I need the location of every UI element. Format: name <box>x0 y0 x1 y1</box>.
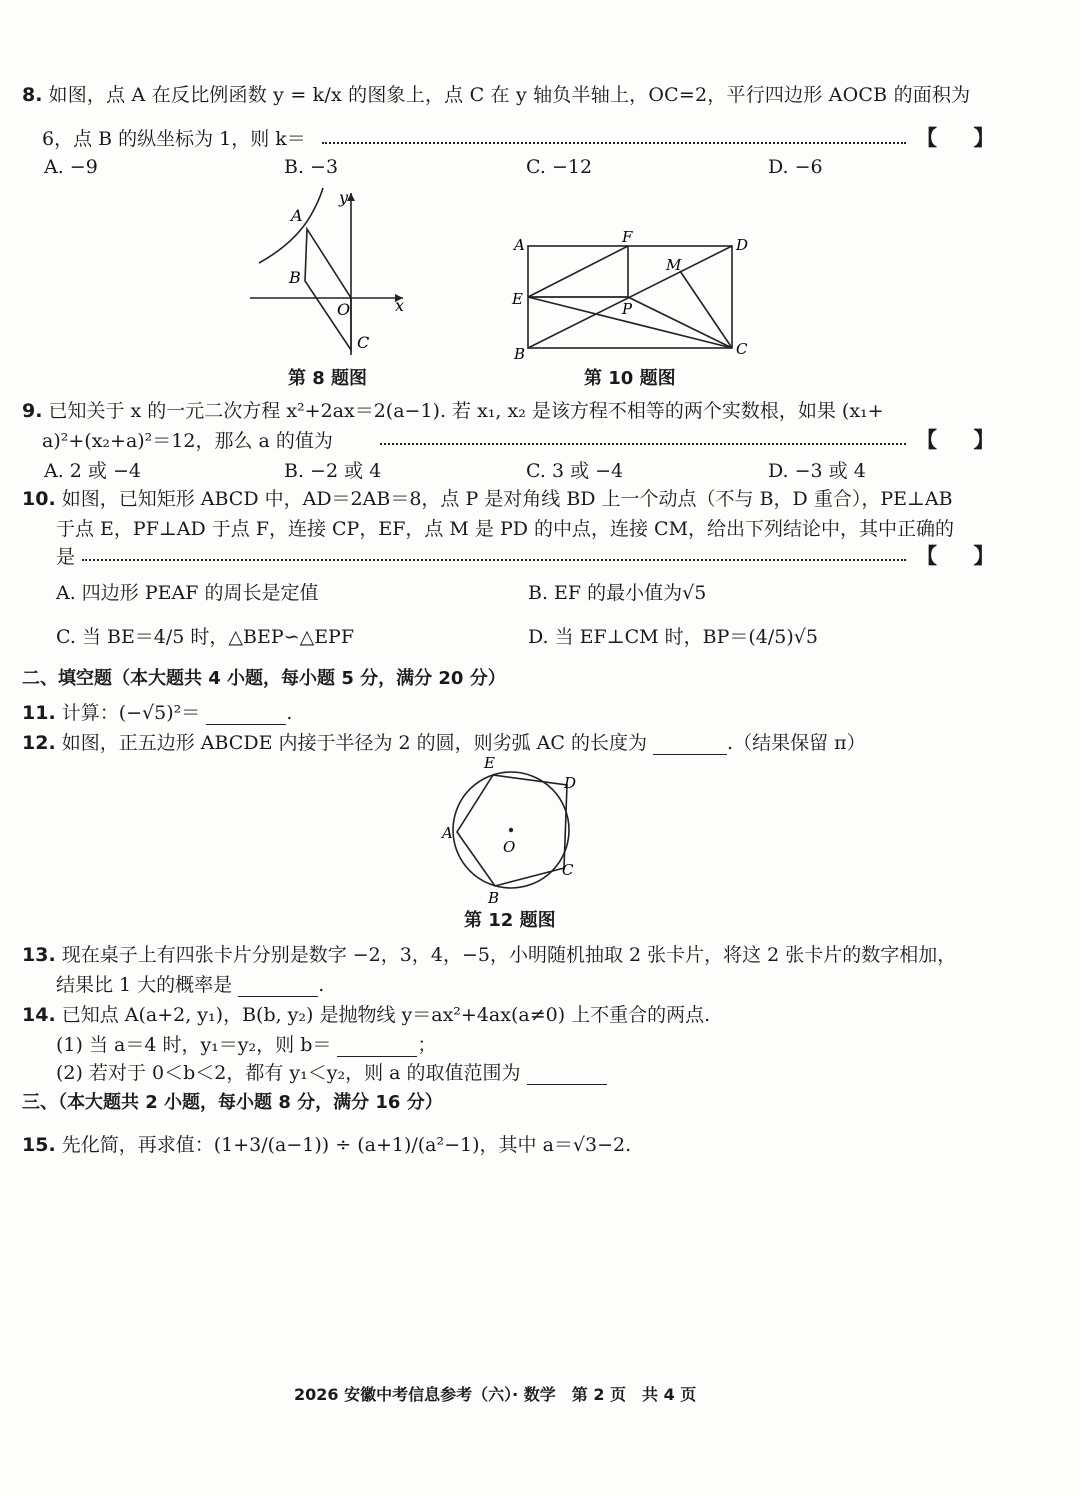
q8-line2: 6，点 B 的纵坐标为 1，则 k＝ <box>42 128 306 150</box>
q10-option-c[interactable]: C. 当 BE＝4/5 时，△BEP∽△EPF <box>56 626 355 648</box>
q15: 15. 先化简，再求值：(1+3/(a−1)) ÷ (a+1)/(a²−1)，其中 a＝√3−2. <box>22 1134 632 1156</box>
q9-option-c[interactable]: C. 3 或 −4 <box>526 460 624 482</box>
q12-figure-caption: 第 12 题图 <box>464 910 556 931</box>
q9-answer-bracket[interactable]: 【 】 <box>916 427 995 452</box>
q8-option-c[interactable]: C. −12 <box>526 156 593 178</box>
q11-text: 计算：(−√5)²＝ <box>61 702 201 724</box>
q14-sub2-answer-blank[interactable] <box>527 1062 607 1085</box>
q10-label-b: B <box>514 345 526 362</box>
q10-label-m: M <box>666 256 682 274</box>
q10-option-a[interactable]: A. 四边形 PEAF 的周长是定值 <box>56 582 319 604</box>
q10-answer-bracket[interactable]: 【 】 <box>916 543 995 568</box>
q12-label-a: A <box>442 824 453 842</box>
q13-answer-blank[interactable] <box>238 974 318 997</box>
q8-label-c: C <box>357 333 370 352</box>
q8-hyperbola <box>259 188 323 263</box>
q12-label-e: E <box>484 754 495 772</box>
section-3-heading: 三、（本大题共 2 小题，每小题 8 分，满分 16 分） <box>22 1092 443 1113</box>
q9-option-a[interactable]: A. 2 或 −4 <box>44 460 141 482</box>
q13-text-line1: 现在桌子上有四张卡片分别是数字 −2，3，4，−5，小明随机抽取 2 张卡片，将这 2 张卡片的数字相加， <box>61 944 957 966</box>
q12-label-c: C <box>562 861 574 879</box>
q14-sub2: (2) 若对于 0＜b＜2，都有 y₁＜y₂，则 a 的取值范围为 <box>56 1058 607 1085</box>
q8-label-y: y <box>339 188 349 207</box>
q9-line1: 9. 已知关于 x 的一元二次方程 x²+2ax＝2(a−1). 若 x₁, x₂ 是该方程不相等的两个实数根，如果 (x₁+ <box>22 400 884 422</box>
q8-label-x: x <box>395 296 405 315</box>
q12-figure <box>436 750 586 908</box>
q14-text-line1: 已知点 A(a+2, y₁)，B(b, y₂) 是抛物线 y＝ax²+4ax(a≠0) 上不重合的两点. <box>61 1004 711 1026</box>
q10-line1: 10. 如图，已知矩形 ABCD 中，AD＝2AB＝8，点 P 是对角线 BD 上一个动点（不与 B，D 重合），PE⊥AB <box>22 488 953 510</box>
q10-label-f: F <box>622 228 633 246</box>
q8-label-a: A <box>291 206 303 225</box>
q11: 11. 计算：(−√5)²＝ . <box>22 702 293 724</box>
q10-segment-ef <box>528 246 628 297</box>
q12-answer-blank[interactable] <box>653 732 727 755</box>
q10-label-a: A <box>514 236 525 254</box>
q14-line1: 14. 已知点 A(a+2, y₁)，B(b, y₂) 是抛物线 y＝ax²+4ax(a≠0) 上不重合的两点. <box>22 1004 711 1026</box>
q10-figure <box>508 226 760 362</box>
q12-text: 如图，正五边形 ABCDE 内接于半径为 2 的圆，则劣弧 AC 的长度为 <box>61 732 647 754</box>
q12-center-dot <box>509 828 513 832</box>
q8-figure-caption: 第 8 题图 <box>288 368 368 389</box>
q8-answer-bracket[interactable]: 【 】 <box>916 125 995 150</box>
q10-option-d[interactable]: D. 当 EF⊥CM 时，BP＝(4/5)√5 <box>528 626 818 648</box>
q15-text: 先化简，再求值：(1+3/(a−1)) ÷ (a+1)/(a²−1)，其中 a＝√3−2. <box>61 1134 632 1156</box>
q8-label-o: O <box>337 300 351 319</box>
q9-line2: a)²+(x₂+a)²＝12，那么 a 的值为 <box>42 430 333 452</box>
q10-segment-cp <box>628 297 732 348</box>
q13-line1: 13. 现在桌子上有四张卡片分别是数字 −2，3，4，−5，小明随机抽取 2 张卡片，将这 2 张卡片的数字相加， <box>22 944 957 966</box>
q9-option-d[interactable]: D. −3 或 4 <box>768 460 866 482</box>
q10-dot-leader <box>82 559 906 561</box>
q9-dot-leader <box>380 443 906 445</box>
q9-option-b[interactable]: B. −2 或 4 <box>284 460 382 482</box>
q8-line1: 8. 如图，点 A 在反比例函数 y = k/x 的图象上，点 C 在 y 轴负半轴上，OC=2，平行四边形 AOCB 的面积为 <box>22 84 971 106</box>
q10-line2: 于点 E，PF⊥AD 于点 F，连接 CP，EF，点 M 是 PD 的中点，连接 CM，给出下列结论中，其中正确的 <box>56 518 955 540</box>
q12: 12. 如图，正五边形 ABCDE 内接于半径为 2 的圆，则劣弧 AC 的长度为 .（结果保留 π） <box>22 732 866 754</box>
q12-label-d: D <box>564 774 577 792</box>
q12-label-o: O <box>503 838 516 856</box>
q10-label-d: D <box>736 236 749 254</box>
q8-option-d[interactable]: D. −6 <box>768 156 823 178</box>
q10-label-c: C <box>736 340 748 358</box>
q11-answer-blank[interactable] <box>206 702 286 725</box>
q8-parallelogram <box>305 229 351 350</box>
q8-option-a[interactable]: A. −9 <box>44 156 98 178</box>
q8-label-b: B <box>289 268 301 287</box>
q10-label-p: P <box>622 300 633 318</box>
q8-figure <box>245 185 415 360</box>
q8-dot-leader <box>322 142 906 144</box>
page-footer: 2026 安徽中考信息参考（六）· 数学 第 2 页 共 4 页 <box>294 1385 697 1404</box>
q10-line3: 是 <box>56 546 76 568</box>
q14-sub1-answer-blank[interactable] <box>337 1034 417 1057</box>
q10-text-line1: 如图，已知矩形 ABCD 中，AD＝2AB＝8，点 P 是对角线 BD 上一个动点（不与 B，D 重合），PE⊥AB <box>61 488 953 510</box>
q10-option-b[interactable]: B. EF 的最小值为√5 <box>528 582 707 604</box>
q9-text-line1: 已知关于 x 的一元二次方程 x²+2ax＝2(a−1). 若 x₁, x₂ 是该方程不相等的两个实数根，如果 (x₁+ <box>48 400 884 422</box>
q10-figure-caption: 第 10 题图 <box>584 368 676 389</box>
section-2-heading: 二、填空题（本大题共 4 小题，每小题 5 分，满分 20 分） <box>22 668 506 689</box>
q8-text-line1: 如图，点 A 在反比例函数 y = k/x 的图象上，点 C 在 y 轴负半轴上，OC=2，平行四边形 AOCB 的面积为 <box>48 84 971 106</box>
q12-label-b: B <box>488 889 500 907</box>
q13-line2: 结果比 1 大的概率是 . <box>56 974 325 996</box>
q8-option-b[interactable]: B. −3 <box>284 156 339 178</box>
q10-label-e: E <box>512 290 523 308</box>
q14-sub1: (1) 当 a＝4 时，y₁＝y₂，则 b＝ ； <box>56 1034 437 1056</box>
